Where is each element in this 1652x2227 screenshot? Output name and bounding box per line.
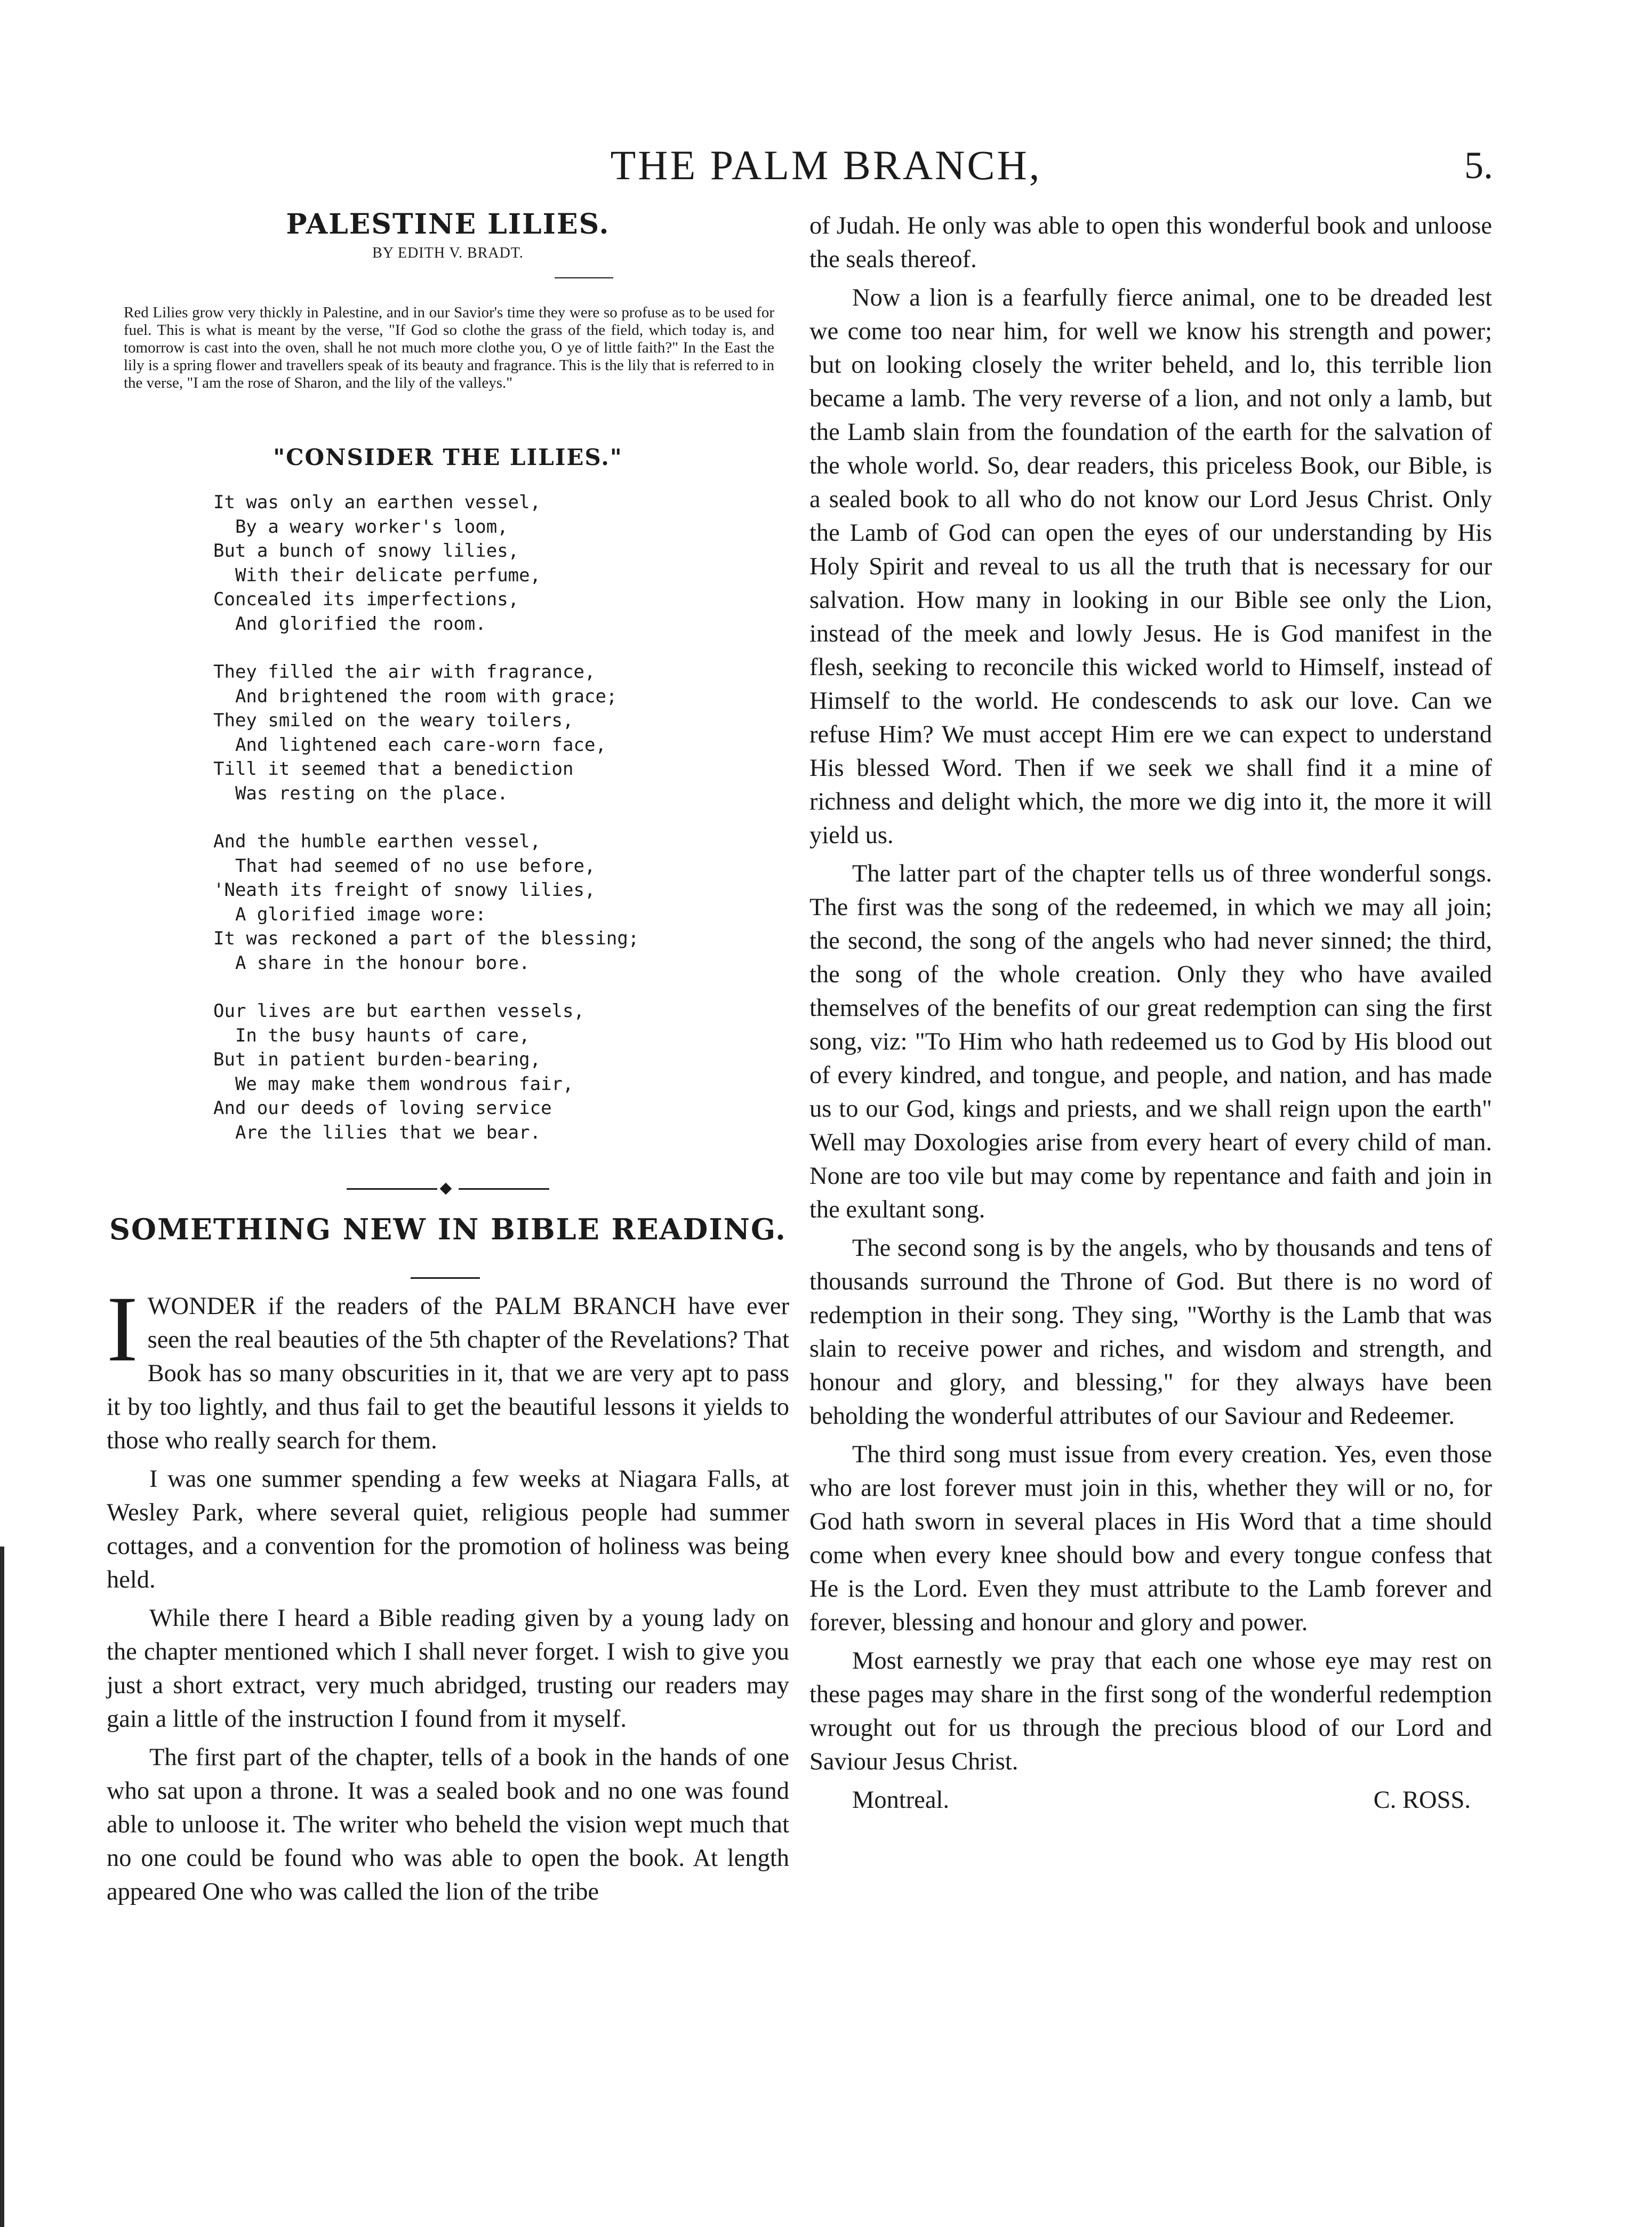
poem-line: But in patient burden-bearing, xyxy=(213,1049,541,1070)
poem-line: By a weary worker's loom, xyxy=(213,516,508,538)
poem-line: Concealed its imperfections, xyxy=(213,589,519,610)
poem-line: And glorified the room. xyxy=(213,613,486,635)
signature-place: Montreal. xyxy=(852,1787,950,1814)
poem-line: A share in the honour bore. xyxy=(213,952,530,974)
poem-line: Our lives are but earthen vessels, xyxy=(213,1000,584,1022)
paragraph: of Judah. He only was able to open this wonderful book and unloose the seals thereof. xyxy=(809,212,1492,273)
ornament-divider xyxy=(347,1184,549,1195)
paragraph: The third song must issue from every creation. Yes, even those who are lost forever must join in this, whether they will or no, for God hath sworn in several places in His Word that a time should come when every knee should bow and every tongue confess that He is the Lord. Even they must attribute to the Lamb forever and forever, blessing and honour and glory and power. xyxy=(809,1441,1492,1636)
poem-line: And the humble earthen vessel, xyxy=(213,831,541,852)
signature xyxy=(809,1783,1492,1817)
paragraph: The latter part of the chapter tells us of three wonderful songs. The first was the song of the redeemed, in which we may all join; the second, the song of the angels who had never sinned; the third, the song of the whole creation. Only they who have availed themselves of the benefits of our great redemption can sing the first song, viz: "To Him who hath redeemed us to God by His blood out of every kindred, and tongue, and people, and nation, and has made us to our God, kings and priests, and we shall reign upon the earth" Well may Doxologies arise from every heart of every child of man. None are too vile but may come by repentance and faith and join in the exultant song. xyxy=(809,860,1492,1223)
article-note: Red Lilies grow very thickly in Palestine, and in our Savior's time they were so profuse as to be used for fuel. This is what is meant by the verse, "If God so clothe the grass of the field, which today is, and tomorrow is cast into the oven, shall he not much more clothe you, O ye of little faith?" In the East the lily is a spring flower and travellers speak of its beauty and fragrance. This is the lily that is referred to in the verse, "I am the rose of Sharon, and the lily of the valleys." xyxy=(124,304,774,391)
poem-title: "CONSIDER THE LILIES." xyxy=(273,444,623,470)
paragraph: The second song is by the angels, who by thousands and tens of thousands surround the Throne of God. But there is no word of redemption in their song. They sing, "Worthy is the Lamb that was slain to receive power and riches, and wisdom and strength, and honour and glory, and blessing," for they always have been beholding the wonderful attributes of our Saviour and Redeemer. xyxy=(809,1235,1492,1430)
poem-line: It was only an earthen vessel, xyxy=(213,492,541,513)
poem-line: And brightened the room with grace; xyxy=(213,685,618,707)
binding-edge xyxy=(0,1547,12,2227)
poem-line: With their delicate perfume, xyxy=(213,564,541,586)
poem-line: We may make them wondrous fair, xyxy=(213,1073,574,1095)
poem-line: They smiled on the weary toilers, xyxy=(213,710,574,731)
poem-line: In the busy haunts of care, xyxy=(213,1024,530,1046)
article-title: PALESTINE LILIES. xyxy=(286,208,610,241)
running-header: THE PALM BRANCH, xyxy=(610,142,1042,188)
poem-line: They filled the air with fragrance, xyxy=(213,661,596,683)
paragraph: I was one summer spending a few weeks at Niagara Falls, at Wesley Park, where several quiet, religious people had summer cottages, and a convention for the promotion of holiness was being held. xyxy=(107,1465,789,1593)
paragraph: While there I heard a Bible reading given by a young lady on the chapter mentioned which I shall never forget. I wish to give you just a short extract, very much abridged, trusting our readers may gain a little of the instruction I found from it myself. xyxy=(107,1605,789,1733)
article-title: SOMETHING NEW IN BIBLE READING. xyxy=(109,1212,787,1246)
poem-line: A glorified image wore: xyxy=(213,903,486,925)
poem-stanza xyxy=(213,999,747,1145)
paragraph: Now a lion is a fearfully fierce animal, one to be dreaded lest we come too near him, for well we know his strength and power; but on looking closely the writer beheld, and lo, this terrible lion became a lamb. The very reverse of a lion, and not only a lamb, but the Lamb slain from the foundation of the earth for the salvation of the whole world. So, dear readers, this priceless Book, our Bible, is a sealed book to all who do not know our Lord Jesus Christ. Only the Lamb of God can open the eyes of our understanding by His Holy Spirit and reveal to us all the truth that is necessary for our salvation. How many in looking in our Bible see only the Lion, instead of the meek and lowly Jesus. He is God manifest in the flesh, seeking to reconcile this wicked world to Himself, instead of Himself to the world. He condescends to ask our love. Can we refuse Him? We must accept Him ere we can expect to understand His blessed Word. Then if we seek we shall find it a mine of richness and delight which, the more we dig into it, the more it will yield us. xyxy=(809,284,1492,849)
poem-line: But a bunch of snowy lilies, xyxy=(213,540,519,562)
paragraph: IWONDER if the readers of the PALM BRANCH have ever seen the real beauties of the 5th chapter of the Revelations? That Book has so many obscurities in it, that we are very apt to pass it by too lightly, and thus fail to get the beautiful lessons it yields to those who really search for them. xyxy=(107,1277,789,1454)
poem-stanza xyxy=(213,830,747,975)
page-number: 5. xyxy=(1464,144,1493,187)
poem-line: Are the lilies that we bear. xyxy=(213,1121,541,1143)
article-body-left xyxy=(107,1277,789,1913)
poem-line: And lightened each care-worn face, xyxy=(213,734,606,756)
article-body-right xyxy=(809,209,1492,1817)
poem-line: That had seemed of no use before, xyxy=(213,855,596,877)
poem-line: Was resting on the place. xyxy=(213,782,508,804)
drop-cap: I xyxy=(107,1277,138,1381)
poem-line: And our deeds of loving service xyxy=(213,1098,552,1119)
poem-stanza xyxy=(213,491,747,636)
short-rule xyxy=(411,1277,480,1279)
poem-line: 'Neath its freight of snowy lilies, xyxy=(213,879,596,901)
poem-line: Till it seemed that a benediction xyxy=(213,758,574,780)
poem xyxy=(213,491,747,1169)
article-byline: BY EDITH V. BRADT. xyxy=(372,245,524,261)
signature-name: C. ROSS. xyxy=(1373,1787,1471,1814)
paragraph: Most earnestly we pray that each one whose eye may rest on these pages may share in the first song of the wonderful redemption wrought out for us through the precious blood of our Lord and Saviour Jesus Christ. xyxy=(809,1647,1492,1775)
paragraph: The first part of the chapter, tells of a book in the hands of one who sat upon a throne. It was a sealed book and no one was found able to unloose it. The writer who beheld the vision wept much that no one could be found who was able to open the book. At length appeared One who was called the lion of the tribe xyxy=(107,1744,789,1905)
poem-line: It was reckoned a part of the blessing; xyxy=(213,928,639,949)
poem-stanza xyxy=(213,660,747,806)
dotted-rule xyxy=(555,277,613,278)
